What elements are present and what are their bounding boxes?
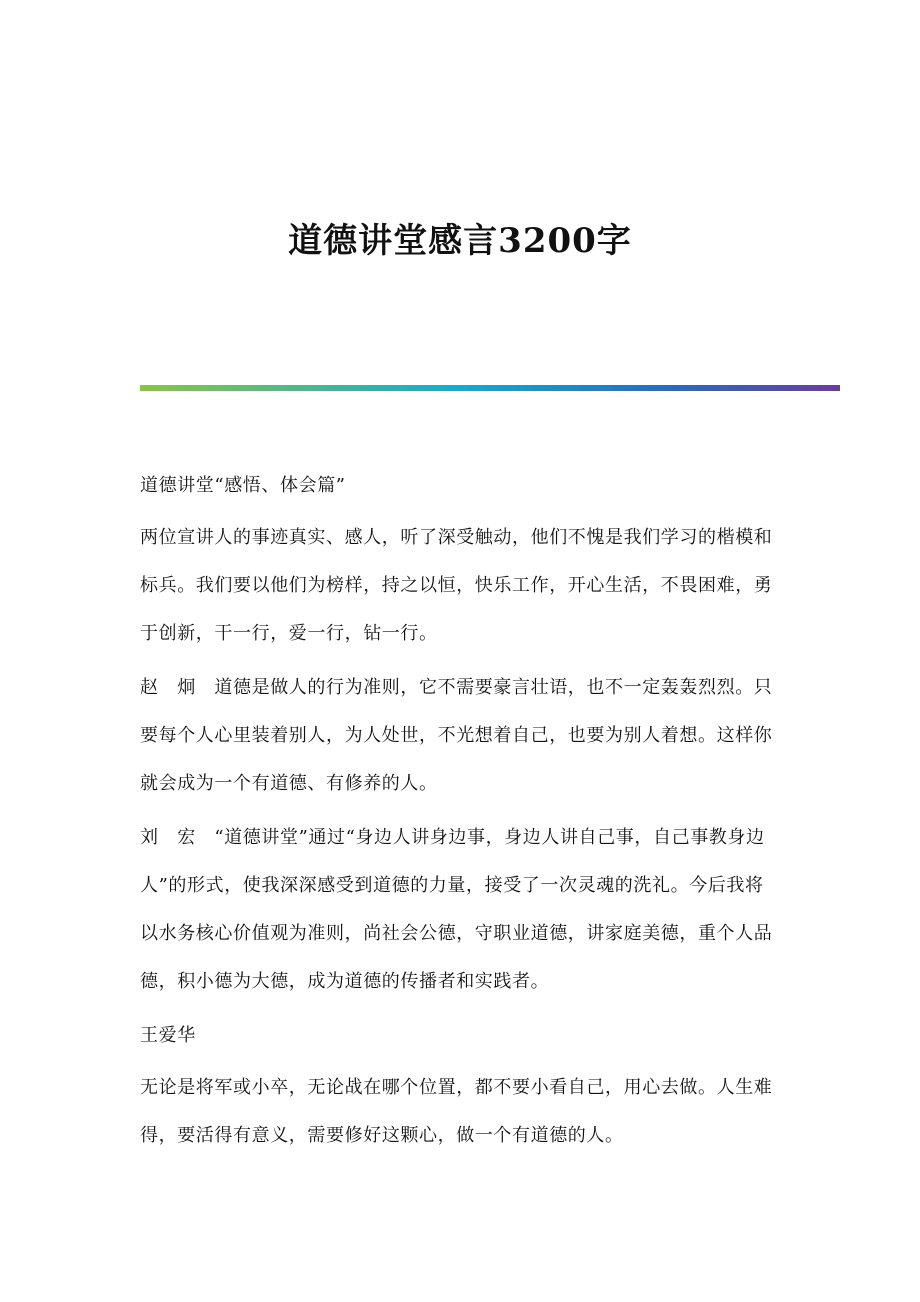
paragraph: 刘 宏 “道德讲堂”通过“身边人讲身边事，身边人讲自己事，自己事教身边人”的形式，使我深深感受到道德的力量，接受了一次灵魂的洗礼。今后我将以水务核心价值观为准则，尚社会公德，守职业道德，讲家庭美德，重个人品德，积小德为大德，成为道德的传播者和实践者。 (140, 827, 773, 992)
paragraph: 赵 炯 道德是做人的行为准则，它不需要豪言壮语，也不一定轰轰烈烈。只要每个人心里装着别人，为人处世，不光想着自己，也要为别人着想。这样你就会成为一个有道德、有修养的人。 (140, 677, 773, 794)
paragraph: 两位宣讲人的事迹真实、感人，听了深受触动，他们不愧是我们学习的楷模和标兵。我们要以他们为榜样，持之以恒，快乐工作，开心生活，不畏困难，勇于创新，干一行，爱一行，钻一行。 (140, 527, 773, 644)
gradient-divider (140, 385, 840, 391)
author-name: 王爱华 (140, 1025, 196, 1046)
paragraph: 无论是将军或小卒，无论战在哪个位置，都不要小看自己，用心去做。人生难得，要活得有意义，需要修好这颗心，做一个有道德的人。 (140, 1077, 773, 1146)
document-body (140, 462, 780, 1166)
document-title: 道德讲堂感言3200字 (288, 221, 632, 261)
section-heading: 道德讲堂“感悟、体会篇” (140, 475, 346, 496)
